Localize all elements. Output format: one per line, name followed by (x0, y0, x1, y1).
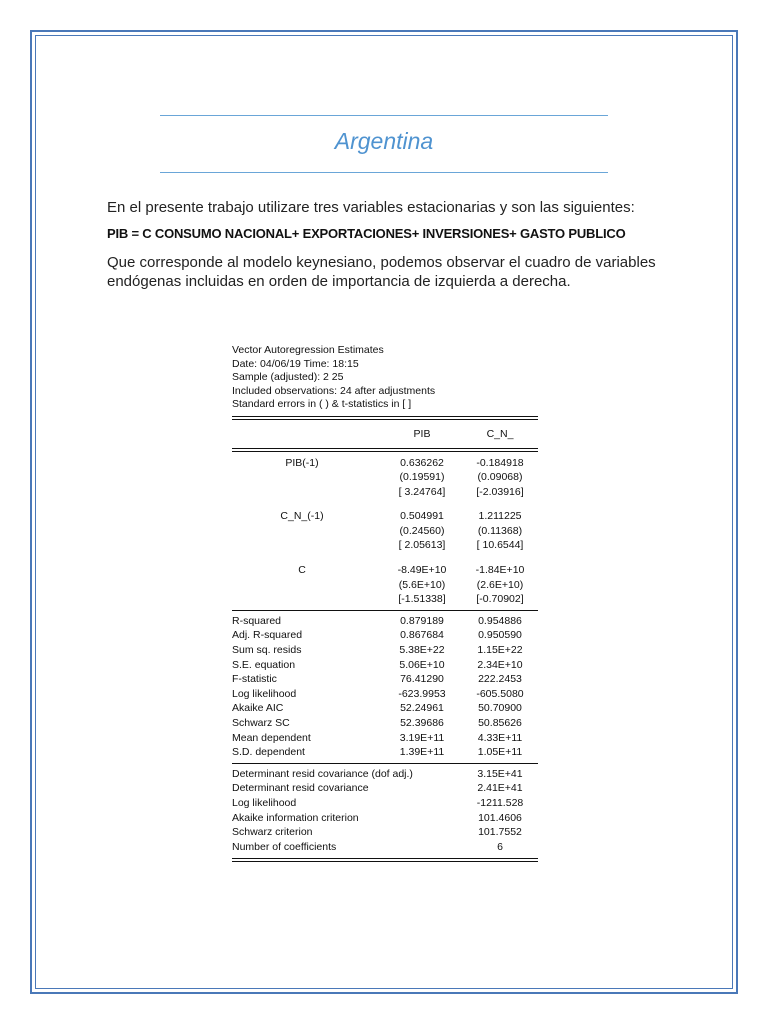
table-row (232, 563, 538, 578)
table-row (232, 825, 538, 840)
stat-value: 50.70900 (478, 702, 522, 715)
header-line: Date: 04/06/19 Time: 18:15 (232, 357, 359, 370)
std-error: (2.6E+10) (476, 578, 524, 591)
stat-value: 0.950590 (478, 629, 522, 642)
table-row (232, 781, 538, 796)
header-line: Sample (adjusted): 2 25 (232, 371, 344, 383)
system-stat-label: Determinant resid covariance (dof adj.) (232, 767, 413, 780)
t-statistic: [ 10.6544] (476, 539, 524, 552)
stat-label: Sum sq. resids (232, 644, 302, 657)
column-header-pib: PIB (413, 427, 431, 440)
stat-value: 5.06E+10 (399, 658, 445, 671)
coef-block-constant (232, 563, 538, 607)
stat-label: R-squared (232, 614, 282, 627)
description-paragraph (107, 253, 677, 291)
stat-label: Adj. R-squared (232, 629, 303, 642)
t-statistic: [ 2.05613] (398, 539, 446, 552)
stat-label: S.D. dependent (232, 746, 305, 759)
stat-value: -605.5080 (476, 687, 524, 700)
t-statistic: [ 3.24764] (398, 485, 446, 498)
table-row (232, 456, 538, 471)
std-error: (0.11368) (477, 524, 523, 537)
model-equation: PIB = C CONSUMO NACIONAL+ EXPORTACIONES+ INVERSIONES+ GASTO PUBLICO (107, 226, 626, 241)
stat-value: -623.9953 (398, 687, 446, 700)
title-rule-top (160, 115, 608, 116)
table-row (232, 745, 538, 760)
stat-value: 0.867684 (400, 629, 444, 642)
coef-name: PIB(-1) (285, 456, 319, 469)
coef-block-pib-lag (232, 456, 538, 500)
stat-value: 4.33E+11 (477, 731, 523, 744)
system-stat-value: 101.4606 (478, 811, 522, 824)
table-row (232, 687, 538, 702)
stat-value: 52.39686 (400, 717, 444, 729)
std-error: (5.6E+10) (398, 578, 446, 591)
title-rule-bottom (160, 172, 608, 173)
equation-stats (232, 614, 538, 760)
table-rule (232, 858, 538, 862)
stat-value: 50.85626 (478, 717, 522, 729)
system-stats (232, 767, 538, 855)
system-stat-value: 6 (497, 840, 503, 853)
std-error: (0.09068) (477, 471, 523, 484)
table-row (232, 658, 538, 673)
table-row (232, 538, 538, 553)
table-row (232, 578, 538, 593)
system-stat-value: -1211.528 (476, 796, 524, 809)
t-statistic: [-1.51338] (398, 593, 446, 606)
coef-name: C_N_(-1) (280, 510, 324, 523)
system-stat-label: Log likelihood (232, 796, 297, 809)
table-row (232, 485, 538, 500)
stat-value: 1.39E+11 (399, 746, 445, 759)
system-stat-value: 2.41E+41 (477, 782, 523, 795)
system-stat-label: Akaike information criterion (232, 811, 359, 824)
table-row (232, 701, 538, 716)
t-statistic: [-2.03916] (476, 485, 524, 498)
stat-value: 76.41290 (400, 673, 444, 686)
system-stat-value: 3.15E+41 (477, 767, 523, 780)
stat-value: 0.954886 (478, 614, 522, 627)
header-line: Included observations: 24 after adjustments (232, 384, 436, 397)
table-row (232, 509, 538, 524)
column-header-cn: C_N_ (486, 427, 514, 440)
coef-value: -1.84E+10 (475, 564, 525, 577)
coef-block-cn-lag (232, 509, 538, 553)
header-line: Standard errors in ( ) & t-statistics in [ ] (232, 398, 412, 410)
var-table-header (232, 344, 538, 412)
table-row (232, 731, 538, 746)
coef-name: C (298, 564, 306, 577)
stat-value: 2.34E+10 (477, 658, 523, 671)
intro-paragraph: En el presente trabajo utilizare tres variables estacionarias y son las siguientes: (107, 199, 635, 216)
table-row (232, 767, 538, 782)
table-row (232, 470, 538, 485)
std-error: (0.24560) (399, 524, 445, 537)
table-row (232, 716, 538, 731)
table-row (232, 643, 538, 658)
stat-value: 52.24961 (400, 702, 444, 715)
var-estimates-table (232, 344, 538, 862)
coef-value: 0.504991 (400, 510, 444, 523)
system-stat-label: Schwarz criterion (232, 826, 313, 839)
table-row (232, 672, 538, 687)
table-row (232, 614, 538, 629)
coef-value: 0.636262 (400, 456, 444, 469)
std-error: (0.19591) (399, 471, 445, 484)
stat-value: 1.05E+11 (477, 746, 523, 759)
table-row (232, 524, 538, 539)
coef-value: -0.184918 (476, 456, 524, 469)
t-statistic: [-0.70902] (476, 593, 524, 606)
description-line-1: Que corresponde al modelo keynesiano, podemos observar el cuadro de variables (107, 254, 656, 271)
table-row (232, 840, 538, 855)
table-row (232, 628, 538, 643)
column-header-row (232, 426, 538, 442)
system-stat-label: Determinant resid covariance (232, 782, 369, 795)
description-line-2: endógenas incluidas en orden de importancia de izquierda a derecha. (107, 273, 571, 290)
stat-label: Mean dependent (232, 731, 311, 744)
coef-value: 1.211225 (478, 510, 522, 523)
stat-value: 222.2453 (478, 673, 522, 686)
stat-value: 1.15E+22 (477, 644, 523, 657)
stat-value: 0.879189 (400, 614, 444, 627)
stat-value: 5.38E+22 (399, 644, 445, 657)
system-stat-label: Number of coefficients (232, 840, 337, 853)
header-line: Vector Autoregression Estimates (232, 344, 384, 356)
stat-label: Log likelihood (232, 687, 297, 700)
table-row (232, 796, 538, 811)
stat-value: 3.19E+11 (399, 731, 445, 744)
table-row (232, 811, 538, 826)
page-title: Argentina (334, 128, 434, 154)
table-row (232, 592, 538, 607)
stat-label: F-statistic (232, 673, 277, 686)
system-stat-value: 101.7552 (478, 826, 522, 839)
coef-value: -8.49E+10 (397, 564, 447, 577)
stat-label: Schwarz SC (232, 717, 290, 729)
stat-label: S.E. equation (232, 658, 296, 671)
stat-label: Akaike AIC (232, 702, 284, 715)
